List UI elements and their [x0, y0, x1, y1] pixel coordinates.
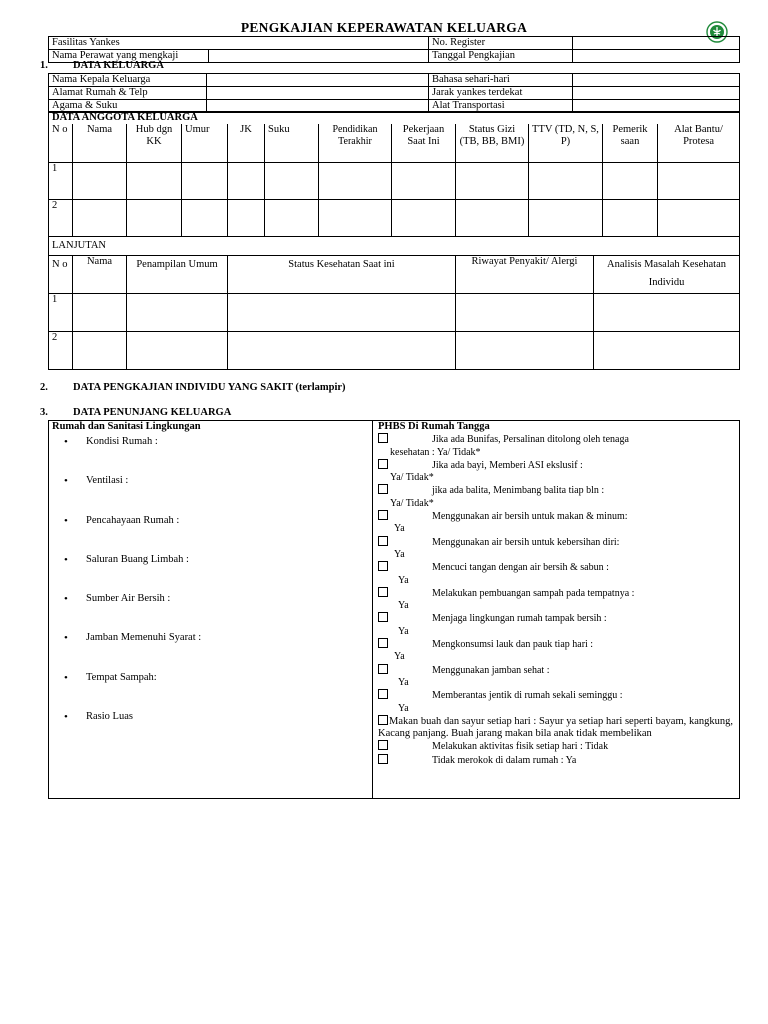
row-number: 2 [49, 199, 73, 236]
checkbox[interactable] [378, 484, 388, 494]
col-pemeriksaan: Pemerik saan [603, 124, 658, 162]
anggota-title: DATA ANGGOTA KELUARGA [49, 112, 740, 125]
list-item: • Saluran Buang Limbah : [52, 554, 369, 593]
col-status-gizi: Status Gizi (TB, BB, BMI) [456, 124, 529, 162]
col-riwayat: Riwayat Penyakit/ Alergi [456, 256, 594, 294]
col-nama: Nama [73, 256, 127, 294]
col-nama: Nama [73, 124, 127, 162]
jarak-field[interactable] [573, 87, 740, 100]
nama-kk-field[interactable] [207, 74, 429, 87]
phbs-panel [373, 421, 740, 799]
checkbox[interactable] [378, 561, 388, 571]
col-hub-kk: Hub dgn KK [127, 124, 182, 162]
col-ttv: TTV (TD, N, S, P) [529, 124, 603, 162]
phbs-item: Jika ada bayi, Memberi ASI ekslusif : Ya/ Tidak* [378, 459, 733, 485]
col-no: N o [49, 124, 73, 162]
list-item: • Pencahayaan Rumah : [52, 515, 369, 554]
phbs-item: Menggunakan air bersih untuk kebersihan diri: Ya [378, 536, 733, 562]
lanjutan-title: LANJUTAN [49, 237, 740, 256]
phbs-item: Melakukan pembuangan sampah pada tempatnya : Ya [378, 587, 733, 613]
checkbox[interactable] [378, 459, 388, 469]
checkbox[interactable] [378, 754, 388, 764]
rumah-sanitasi-title: Rumah dan Sanitasi Lingkungan [52, 421, 201, 432]
col-jk: JK [228, 124, 265, 162]
col-pendidikan: Pendidikan Terakhir [319, 124, 392, 162]
col-suku: Suku [265, 124, 319, 162]
rumah-sanitasi-panel [49, 421, 373, 799]
phbs-item: Makan buah dan sayur setiap hari : Sayur ya setiap hari seperti bayam, kangkung, Kacang panjang. Buah jarang makan bila anak tidak membelikan [378, 715, 733, 740]
section-3-heading: 3. DATA PENUNJANG KELUARGA [40, 407, 232, 418]
list-item: • Ventilasi : [52, 475, 369, 514]
lanjutan-table [48, 236, 740, 370]
table-row [49, 294, 740, 332]
table-row [49, 162, 740, 199]
section-1-heading: 1. DATA KELUARGA [40, 60, 164, 71]
page-title: PENGKAJIAN KEPERAWATAN KELUARGA [240, 20, 528, 35]
checkbox[interactable] [378, 587, 388, 597]
checkbox[interactable] [378, 740, 388, 750]
data-keluarga-table [48, 73, 740, 113]
nama-perawat-field[interactable] [209, 50, 428, 62]
tanggal-label: Tanggal Pengkajian [429, 50, 573, 63]
row-number: 1 [49, 162, 73, 199]
table-row [49, 199, 740, 236]
list-item: • Tempat Sampah: [52, 672, 369, 711]
checkbox[interactable] [378, 664, 388, 674]
checkbox[interactable] [378, 689, 388, 699]
jarak-label: Jarak yankes terdekat [429, 87, 573, 100]
col-umur: Umur [182, 124, 228, 162]
bahasa-field[interactable] [573, 74, 740, 87]
row-number: 1 [49, 294, 73, 332]
anggota-keluarga-table [48, 111, 740, 237]
list-item: • Sumber Air Bersih : [52, 593, 369, 632]
col-penampilan: Penampilan Umum [127, 256, 228, 294]
nama-kk-label: Nama Kepala Keluarga [49, 74, 207, 87]
phbs-item: Menggunakan jamban sehat : Ya [378, 664, 733, 690]
checkbox[interactable] [378, 715, 388, 725]
col-status-kesehatan: Status Kesehatan Saat ini [228, 256, 456, 294]
list-item: • Rasio Luas [52, 711, 369, 750]
phbs-item: Mengkonsumsi lauk dan pauk tiap hari : Ya [378, 638, 733, 664]
alamat-label: Alamat Rumah & Telp [49, 87, 207, 100]
phbs-item: Melakukan aktivitas fisik setiap hari : Tidak [378, 740, 733, 753]
list-item: • Kondisi Rumah : [52, 436, 369, 475]
alamat-field[interactable] [207, 87, 429, 100]
table-row [49, 332, 740, 370]
phbs-title: PHBS Di Rumah Tangga [378, 421, 490, 432]
checkbox[interactable] [378, 536, 388, 546]
data-penunjang-table [48, 420, 740, 799]
row-number: 2 [49, 332, 73, 370]
tanggal-field[interactable] [573, 50, 740, 63]
no-register-label: No. Register [429, 37, 573, 50]
phbs-item: Mencuci tangan dengan air bersih & sabun : Ya [378, 561, 733, 587]
no-register-field[interactable] [573, 37, 740, 50]
checkbox[interactable] [378, 433, 388, 443]
phbs-item: Jika ada Bunifas, Persalinan ditolong oleh tenaga kesehatan : Ya/ Tidak* [378, 433, 733, 459]
list-item: • Jamban Memenuhi Syarat : [52, 632, 369, 671]
phbs-item: Memberantas jentik di rumah sekali seminggu : Ya [378, 689, 733, 715]
header-table [48, 36, 740, 63]
section-2-heading: 2. DATA PENGKAJIAN INDIVIDU YANG SAKIT (terlampir) [40, 382, 346, 393]
transportasi-label: Alat Transportasi [429, 100, 573, 113]
checkbox[interactable] [378, 638, 388, 648]
col-pekerjaan: Pekerjaan Saat Ini [392, 124, 456, 162]
agama-label: Agama & Suku [49, 100, 207, 113]
col-alat-bantu: Alat Bantu/ Protesa [658, 124, 740, 162]
col-no: N o [49, 256, 73, 294]
checkbox[interactable] [378, 612, 388, 622]
checkbox[interactable] [378, 510, 388, 520]
fasilitas-label: Fasilitas Yankes [49, 37, 429, 50]
nama-perawat-label: Nama Perawat yang mengkaji [49, 50, 209, 62]
phbs-item: Menggunakan air bersih untuk makan & minum: Ya [378, 510, 733, 536]
col-analisis: Analisis Masalah Kesehatan Individu [594, 256, 740, 294]
bahasa-label: Bahasa sehari-hari [429, 74, 573, 87]
phbs-item: Menjaga lingkungan rumah tampak bersih : Ya [378, 612, 733, 638]
phbs-item: jika ada balita, Menimbang balita tiap bln : Ya/ Tidak* [378, 484, 733, 510]
phbs-item: Tidak merokok di dalam rumah : Ya [378, 754, 733, 767]
